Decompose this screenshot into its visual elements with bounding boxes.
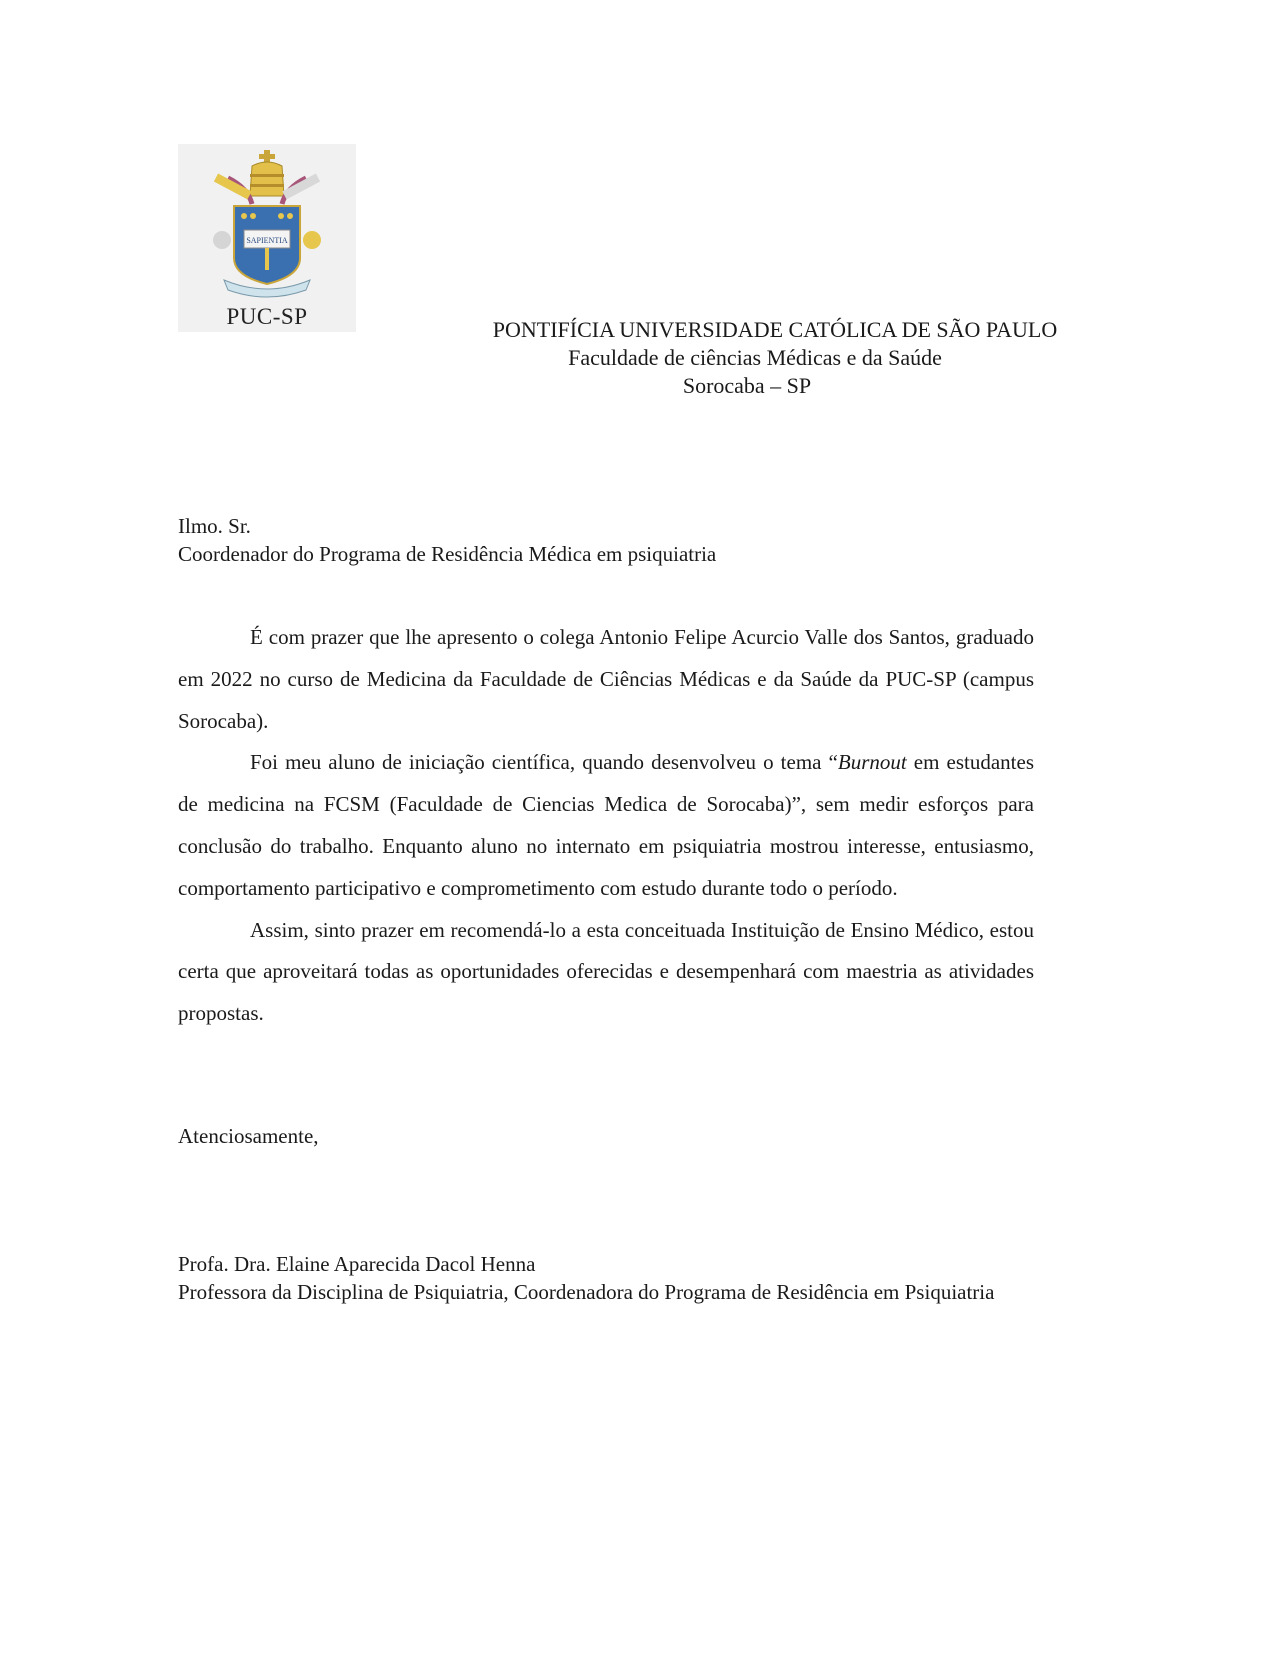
paragraph-2-italic: Burnout: [837, 750, 907, 775]
paragraph-1: É com prazer que lhe apresento o colega Antonio Felipe Acurcio Valle dos Santos, graduado em 2022 no curso de Medicina da Faculdade de Ciências Médicas e da Saúde da PUC-SP (campus Sorocaba).: [178, 625, 1034, 733]
closing: Atenciosamente,: [178, 1124, 319, 1148]
location: Sorocaba – SP: [682, 373, 812, 398]
salutation-line-1: Ilmo. Sr.: [178, 514, 251, 538]
letterhead: [430, 316, 1080, 400]
salutation: [178, 512, 716, 568]
signatory-title: Professora da Disciplina de Psiquiatria, Coordenadora do Programa de Residência em Psiquiatria: [178, 1280, 995, 1304]
coat-of-arms-icon: [208, 148, 326, 298]
university-logo: [178, 144, 356, 332]
signatory-name: Profa. Dra. Elaine Aparecida Dacol Henna: [178, 1252, 536, 1276]
logo-caption: PUC-SP: [226, 304, 308, 329]
signature-block: [178, 1250, 1038, 1306]
paragraph-2-end: em estudantes de medicina na FCSM (Faculdade de Ciencias Medica de Sorocaba)”, sem medir esforços para conclusão do trabalho. Enquanto aluno no internato em psiquiatria mostrou interesse, entusiasmo, comportamento participativo e comprometimento com estudo durante todo o período.: [178, 750, 1034, 900]
salutation-line-2: Coordenador do Programa de Residência Médica em psiquiatria: [178, 542, 717, 566]
letter-body: [178, 617, 1034, 1035]
faculty-name: Faculdade de ciências Médicas e da Saúde: [568, 345, 942, 370]
institution-name: PONTIFÍCIA UNIVERSIDADE CATÓLICA DE SÃO PAULO: [492, 317, 1058, 342]
paragraph-2-start: Foi meu aluno de iniciação científica, quando desenvolveu o tema “: [250, 750, 838, 775]
paragraph-2: [178, 742, 1034, 909]
paragraph-3: Assim, sinto prazer em recomendá-lo a esta conceituada Instituição de Ensino Médico, estou certa que aproveitará todas as oportunidades oferecidas e desempenhará com maestria as atividades propostas.: [178, 917, 1034, 1026]
logo-motto: SAPIENTIA: [246, 236, 288, 245]
